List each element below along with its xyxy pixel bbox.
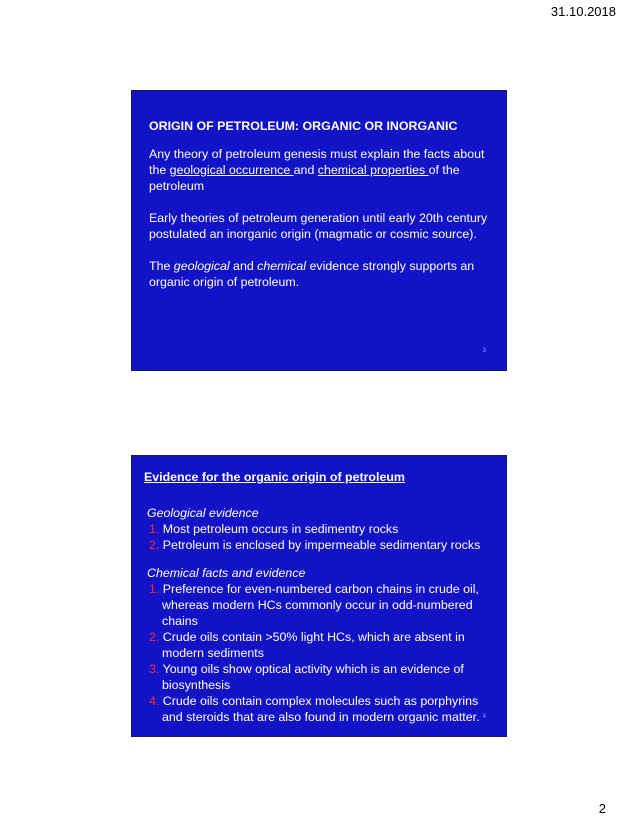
slide-title: Evidence for the organic origin of petroleum <box>144 470 405 484</box>
text: and <box>293 163 318 177</box>
list-item <box>147 581 496 629</box>
paragraph-early-theories: Early theories of petroleum generation until early 20th century postulated an inorganic origin (magmatic or cosmic source). <box>149 211 488 241</box>
page-number: 2 <box>598 801 606 816</box>
list-item <box>147 693 496 725</box>
item-text: Most petroleum occurs in sedimentry rocks <box>162 522 399 536</box>
item-text: Petroleum is enclosed by impermeable sedimentary rocks <box>162 538 481 552</box>
item-number: 4. <box>149 694 160 708</box>
item-number: 3. <box>149 662 160 676</box>
item-text: Young oils show optical activity which is an evidence of biosynthesis <box>162 662 464 692</box>
text: The <box>149 259 174 273</box>
slide-evidence <box>131 455 507 737</box>
text: evidence strongly supports an organic origin of petroleum. <box>149 259 475 289</box>
paragraph-theory <box>149 146 488 194</box>
link-chemical-properties: chemical properties <box>317 163 429 177</box>
item-number: 1. <box>149 522 160 536</box>
list-item <box>147 629 496 661</box>
emphasis-geological: geological <box>173 259 230 273</box>
section-heading-geological: Geological evidence <box>147 506 259 520</box>
item-number: 2. <box>149 538 160 552</box>
geological-list <box>144 521 496 553</box>
slide-number: 4 <box>482 714 486 720</box>
paragraph-evidence <box>149 258 488 290</box>
slide-number: 3 <box>482 348 486 354</box>
text: of the petroleum <box>149 163 460 193</box>
link-geological-occurrence: geological occurrence <box>169 163 294 177</box>
slide-title: ORIGIN OF PETROLEUM: ORGANIC OR INORGANIC <box>149 119 458 133</box>
chemical-list <box>144 581 496 725</box>
list-item <box>147 661 496 693</box>
list-item <box>147 537 496 553</box>
list-item <box>147 521 496 537</box>
section-heading-chemical: Chemical facts and evidence <box>147 566 306 580</box>
item-text: Preference for even-numbered carbon chains in crude oil, whereas modern HCs commonly occur in odd-numbered chains <box>162 582 479 628</box>
item-number: 1. <box>149 582 160 596</box>
slide-origin-of-petroleum <box>131 90 507 371</box>
text: Any theory of petroleum genesis must explain the facts about the <box>149 147 485 177</box>
emphasis-chemical: chemical <box>257 259 307 273</box>
item-number: 2. <box>149 630 160 644</box>
item-text: Crude oils contain complex molecules such as porphyrins and steroids that are also found in modern organic matter. <box>162 694 480 724</box>
item-text: Crude oils contain >50% light HCs, which are absent in modern sediments <box>162 630 465 660</box>
text: and <box>229 259 258 273</box>
date-header: 31.10.2018 <box>550 4 616 19</box>
